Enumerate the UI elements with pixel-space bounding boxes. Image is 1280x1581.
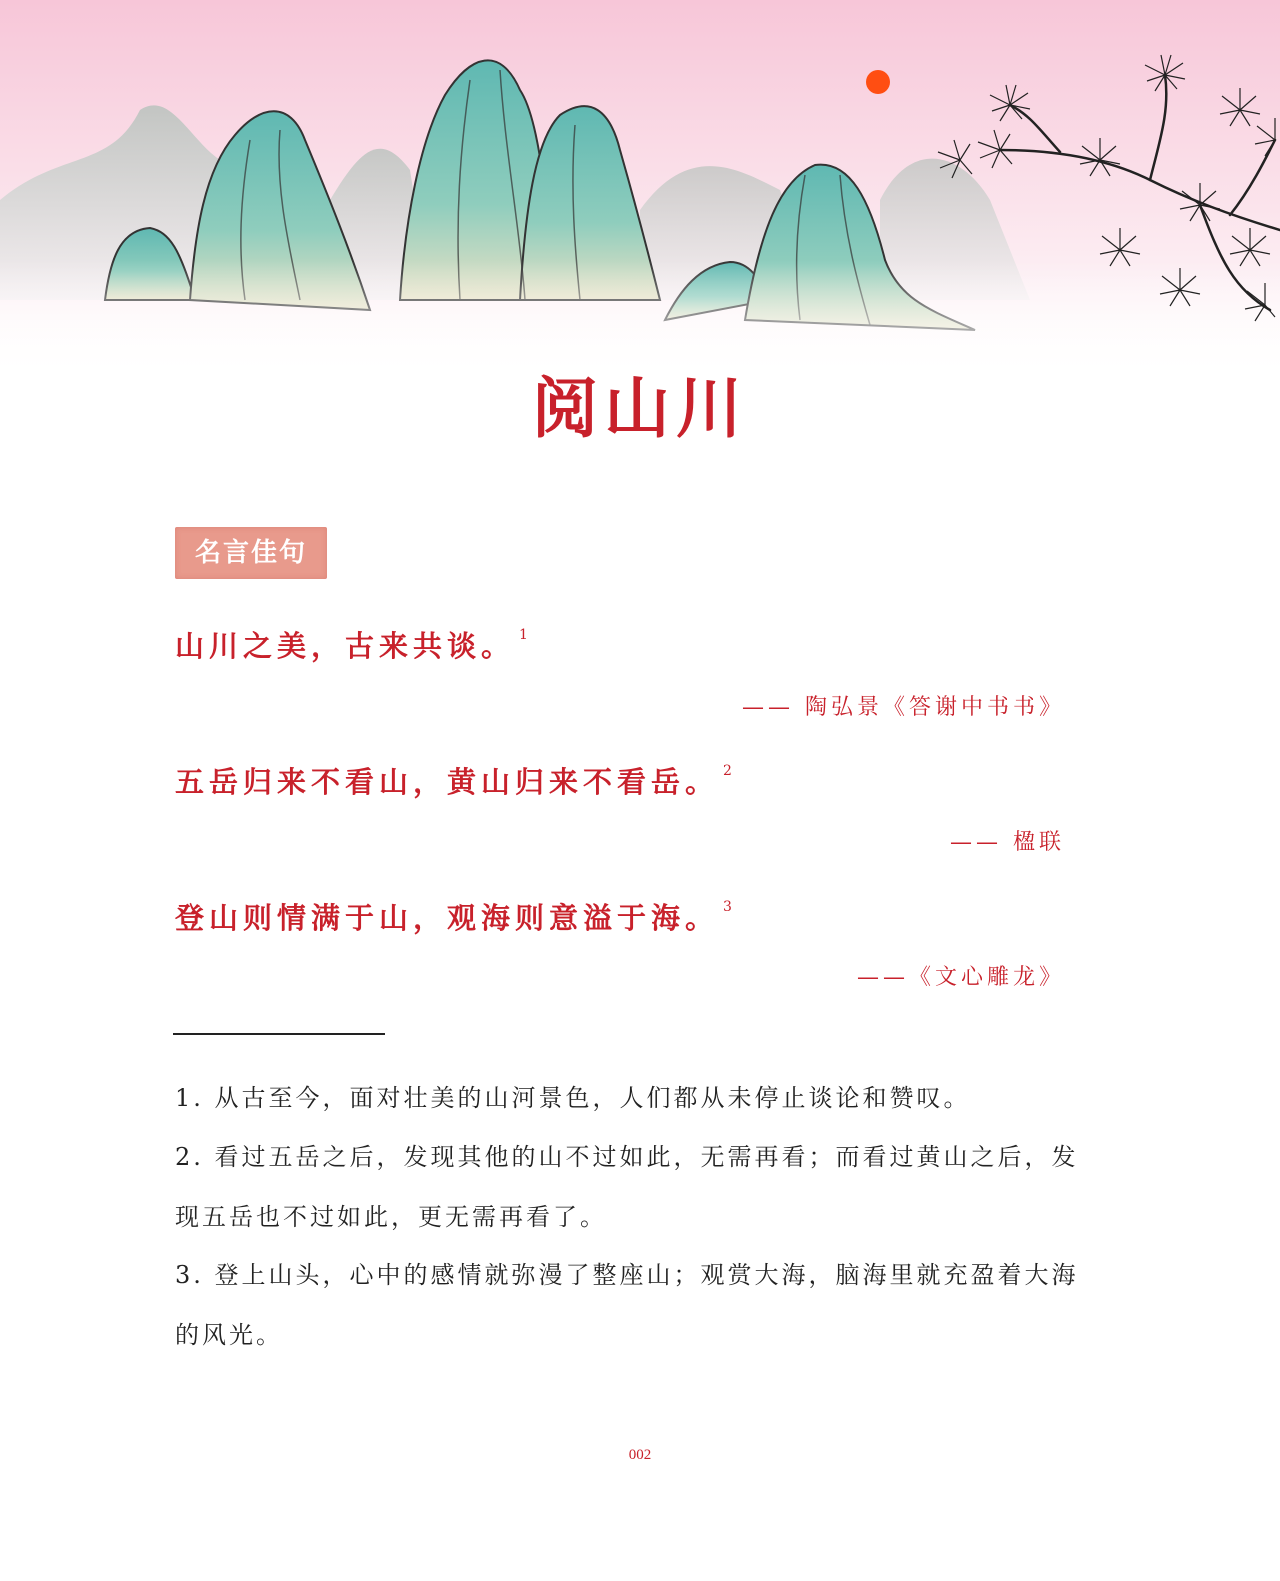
- quote-source-2: —— 楹联: [950, 830, 1065, 855]
- page-number: 002: [628, 1447, 652, 1463]
- page-title: 阅山川: [532, 369, 748, 447]
- footnote-divider: [173, 1033, 385, 1035]
- footnote-2: 2. 看过五岳之后，发现其他的山不过如此，无需再看；而看过黄山之后，发现五岳也不过如此，更无需再看了。: [175, 1143, 1079, 1231]
- quote-text: 山川之美，古来共谈。: [175, 629, 516, 663]
- section-tag: 名言佳句: [175, 527, 327, 579]
- quote-source-1: —— 陶弘景《答谢中书书》: [742, 695, 1065, 720]
- footnote-3: 3. 登上山头，心中的感情就弥漫了整座山；观赏大海，脑海里就充盈着大海的风光。: [175, 1261, 1079, 1349]
- quote-text: 登山则情满于山，观海则意溢于海。: [175, 901, 720, 935]
- footnote-ref: 1: [519, 627, 528, 644]
- footnote-ref: 2: [723, 763, 732, 780]
- quote-2: [175, 760, 732, 801]
- quote-3: [175, 896, 732, 937]
- footnote-1: 1. 从古至今，面对壮美的山河景色，人们都从未停止谈论和赞叹。: [175, 1084, 971, 1112]
- quote-text: 五岳归来不看山，黄山归来不看岳。: [175, 765, 720, 799]
- quote-source-3: ——《文心雕龙》: [856, 965, 1065, 990]
- landscape-illustration: [0, 0, 1280, 380]
- quote-1: [175, 624, 528, 665]
- footnote-ref: 3: [723, 899, 732, 916]
